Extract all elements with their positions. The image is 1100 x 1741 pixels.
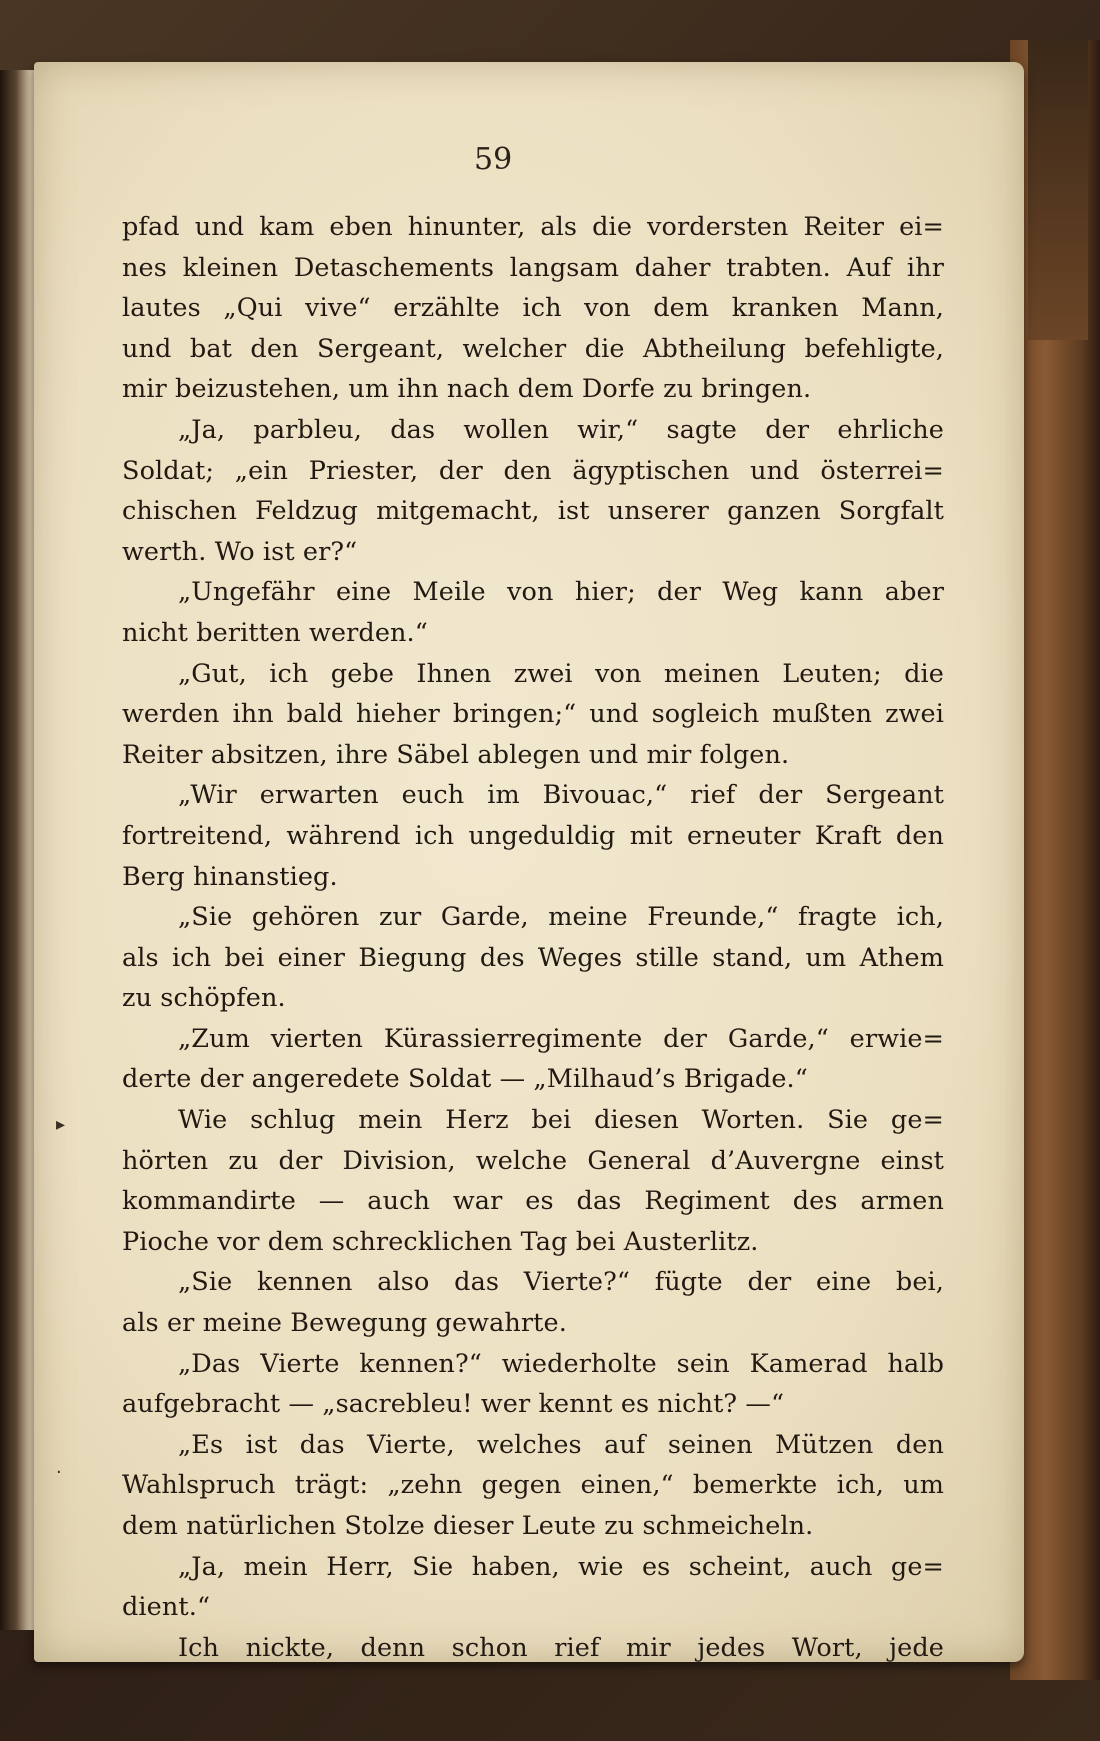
text-line: werth. Wo ist er?“ [122,536,358,567]
text-line: pfad und kam eben hinunter, als die vordersten Reiter ei= [122,212,944,242]
text-line: Pioche vor dem schrecklichen Tag bei Austerlitz. [122,1226,759,1257]
text-line: werden ihn bald hieher bringen;“ und sogleich mußten zwei [122,699,944,730]
text-line: als ich bei einer Biegung des Weges stille stand, um Athem [122,942,944,973]
book-page [34,62,1024,1662]
text-line: „Gut, ich gebe Ihnen zwei von meinen Leuten; die [178,658,944,689]
text-line: chischen Feldzug mitgemacht, ist unserer ganzen Sorgfalt [122,496,944,527]
text-line: „Ja, parbleu, das wollen wir,“ sagte der ehrliche [178,414,944,445]
margin-mark: · [56,1462,62,1483]
page-text [122,207,944,1668]
text-line: „Wir erwarten euch im Bivouac,“ rief der Sergeant [178,780,944,811]
text-line: hörten zu der Division, welche General d’Auvergne einst [122,1145,944,1176]
margin-mark: ▸ [56,1114,66,1135]
text-line: Ich nickte, denn schon rief mir jedes Wort, jede [178,1632,944,1663]
text-line: und bat den Sergeant, welcher die Abtheilung befehligte, [122,333,944,364]
page-number: 59 [474,142,513,177]
text-line: „Ja, mein Herr, Sie haben, wie es scheint, auch ge= [178,1551,944,1582]
text-line: zu schöpfen. [122,983,286,1014]
text-line: dem natürlichen Stolze dieser Leute zu schmeicheln. [122,1511,814,1541]
text-line: als er meine Bewegung gewahrte. [122,1308,567,1339]
text-line: kommandirte — auch war es das Regiment des armen [122,1186,944,1217]
text-line: „Es ist das Vierte, welches auf seinen Mützen den [178,1429,944,1460]
text-line: „Sie gehören zur Garde, meine Freunde,“ fragte ich, [178,902,944,933]
text-line: „Ungefähr eine Meile von hier; der Weg kann aber [178,577,944,608]
text-line: Wie schlug mein Herz bei diesen Worten. Sie ge= [178,1105,944,1136]
text-line: aufgebracht — „sacrebleu! wer kennt es nicht? —“ [122,1389,785,1420]
text-line: nes kleinen Detaschements langsam daher trabten. Auf ihr [122,252,944,283]
text-line: nicht beritten werden.“ [122,617,428,648]
text-line: Soldat; „ein Priester, der den ägyptischen und österrei= [122,455,944,486]
text-line: „Zum vierten Kürassierregimente der Garde,“ erwie= [178,1023,944,1054]
text-line: dient.“ [122,1592,211,1623]
text-line: fortreitend, während ich ungeduldig mit erneuter Kraft den [122,820,944,851]
text-line: Wahlspruch trägt: „zehn gegen einen,“ bemerkte ich, um [122,1470,944,1501]
text-line: derte der angeredete Soldat — „Milhaud’s Brigade.“ [122,1064,808,1095]
text-line: Berg hinanstieg. [122,861,338,892]
text-line: „Sie kennen also das Vierte?“ fügte der eine bei, [178,1267,944,1298]
text-line: Reiter absitzen, ihre Säbel ablegen und mir folgen. [122,739,790,770]
text-line: „Das Vierte kennen?“ wiederholte sein Kamerad halb [178,1348,944,1379]
text-line: mir beizustehen, um ihn nach dem Dorfe zu bringen. [122,374,812,405]
text-line: lautes „Qui vive“ erzählte ich von dem kranken Mann, [122,293,944,324]
